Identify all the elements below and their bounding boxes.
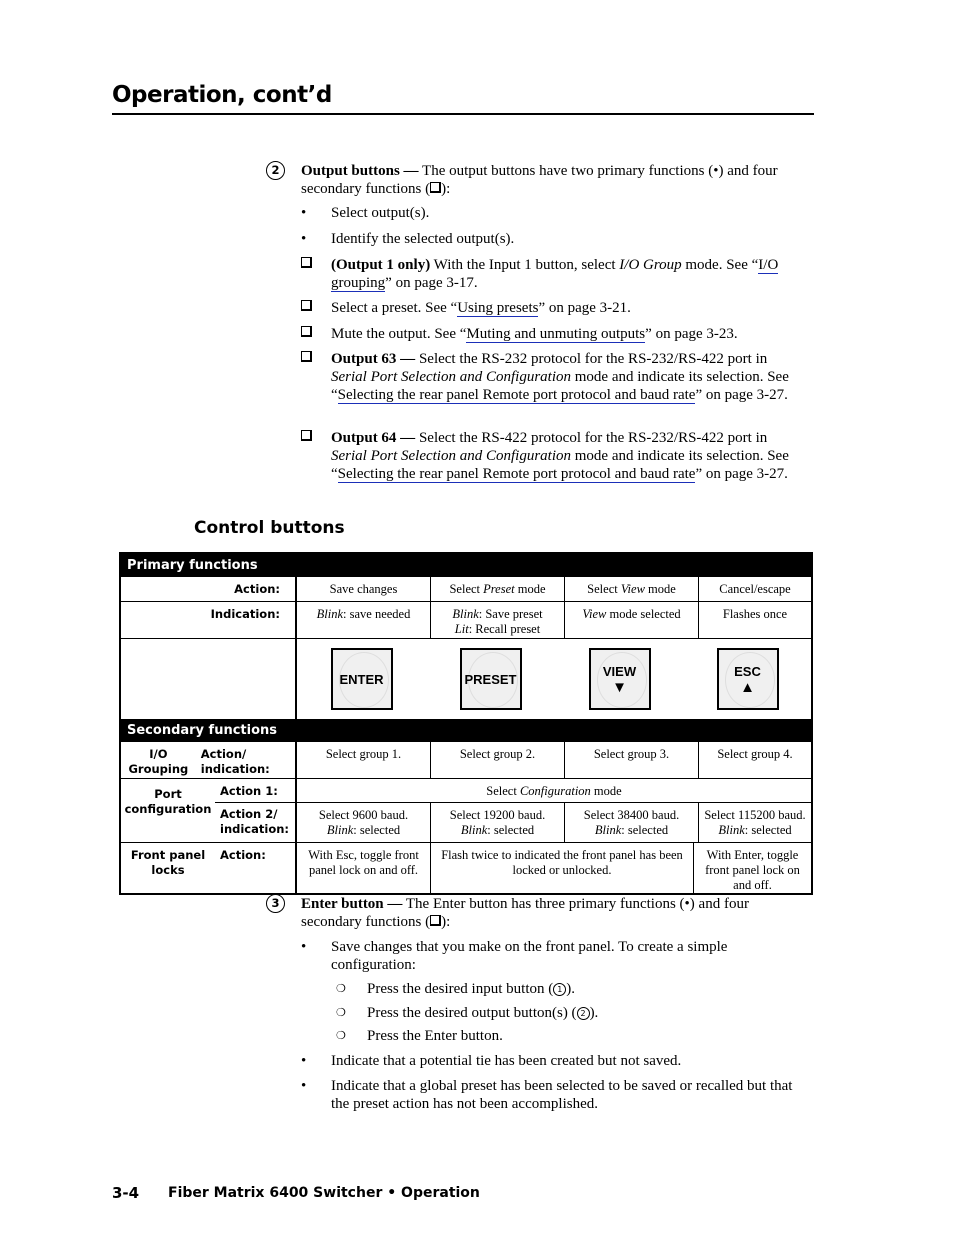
bullet-icon: • — [301, 1053, 307, 1069]
primary-functions-band: Primary functions — [121, 554, 811, 577]
table-cell: Blink: Save preset Lit: Recall preset — [430, 602, 564, 638]
page-title: Operation, cont’d — [112, 82, 332, 108]
list-item: Output 64 — Select the RS-422 protocol for the RS-232/RS-422 port in Serial Port Selection and Configuration mode and indicate its selection. See “Selecting the rear panel Remote port protocol and baud rate” on page 3-27. — [301, 429, 811, 483]
table-cell: Select group 4. — [698, 742, 811, 778]
bullet-icon: • — [301, 205, 307, 221]
table-cell: Save changes — [329, 582, 398, 596]
secondary-box-icon — [430, 915, 441, 926]
list-item: • Identify the selected output(s). — [301, 231, 515, 247]
down-arrow-icon: ▼ — [612, 678, 627, 696]
up-arrow-icon: ▲ — [740, 678, 755, 696]
enter-button[interactable]: ENTER — [331, 648, 393, 710]
table-cell: Select Configuration mode — [486, 784, 622, 798]
callout-1-icon: 1 — [553, 983, 566, 996]
table-cell: Cancel/escape — [698, 577, 811, 601]
bullet-icon: • — [301, 939, 307, 955]
preset-button[interactable]: PRESET — [460, 648, 522, 710]
table-cell: Select 9600 baud. Blink: selected — [318, 808, 409, 837]
list-item: ❍ Press the desired output button(s) ( 2 ). — [336, 1005, 599, 1021]
row-label: Indication: — [210, 607, 280, 621]
list-item: Select a preset. See “Using presets” on page 3-21. — [301, 299, 811, 317]
callout-number-3: 3 — [266, 894, 285, 913]
view-button[interactable]: VIEW ▼ — [589, 648, 651, 710]
table-cell: Select group 1. — [325, 747, 402, 761]
row-label: Action: — [234, 582, 280, 596]
list-item: • Select output(s). — [301, 205, 430, 221]
checkbox-bullet-icon — [301, 325, 321, 343]
list-item: ❍ Press the desired input button ( 1 ). — [336, 981, 575, 997]
link-muting-outputs[interactable]: Muting and unmuting outputs — [466, 326, 646, 342]
table-cell: Flash twice to indicated the front panel has been locked or unlocked. — [430, 843, 693, 893]
section-heading: Control buttons — [194, 518, 345, 538]
link-remote-port-protocol[interactable]: Selecting the rear panel Remote port protocol and baud rate — [337, 466, 696, 482]
table-cell: Select 38400 baud. Blink: selected — [564, 803, 698, 842]
list-item: ❍ Press the Enter button. — [336, 1028, 503, 1044]
table-row-indication — [121, 601, 811, 638]
list-item: Output 63 — Select the RS-232 protocol for the RS-232/RS-422 port in Serial Port Selection and Configuration mode and indicate its selection. See “Selecting the rear panel Remote port protocol and baud rate” on page 3-27. — [301, 350, 811, 404]
list-item: • Indicate that a potential tie has been created but not saved. — [301, 1053, 682, 1069]
secondary-functions-band: Secondary functions — [121, 719, 811, 742]
link-io-grouping[interactable]: I/O grouping — [331, 257, 779, 291]
table-row-io-grouping: I/O Grouping Action/ indication: Select group 1. Select group 2. Select group 3. Select group 4. — [121, 742, 811, 778]
table-cell: Select 19200 baud. Blink: selected — [430, 803, 564, 842]
checkbox-bullet-icon — [301, 299, 321, 317]
list-item: • Save changes that you make on the front panel. To create a simple configuration: — [301, 939, 728, 973]
table-row-front-panel-locks: Front panel locks Action: With Esc, toggle front panel lock on and off. Flash twice to indicated the front panel has been locked or unlocked. With Enter, toggle front panel lock on and off. — [121, 842, 811, 893]
table-cell: Select View mode — [564, 577, 698, 601]
table-row-port-config: Port configuration Action 1: Action 2/ indication: Select Configuration mode Select 9600 baud. Blink: selected Select 19200 baud. Blink: selected Select 38400 baud. Blink: selected Select 115200 baud. Blink: selected — [121, 778, 811, 842]
link-remote-port-protocol[interactable]: Selecting the rear panel Remote port protocol and baud rate — [337, 387, 696, 403]
link-using-presets[interactable]: Using presets — [457, 300, 539, 316]
checkbox-bullet-icon — [301, 429, 321, 447]
page-number: 3-4 — [112, 1184, 140, 1202]
callout-number-2: 2 — [266, 161, 285, 180]
section3-intro: Enter button — The Enter button has three primary functions (•) and four secondary functions ( ): — [301, 896, 749, 930]
circle-bullet-icon: ❍ — [336, 1030, 346, 1042]
callout-2-icon: 2 — [577, 1007, 590, 1020]
table-row-action — [121, 577, 811, 601]
table-cell: View mode selected — [564, 602, 698, 638]
secondary-box-icon — [430, 182, 441, 193]
title-rule — [112, 113, 814, 115]
table-cell: Flashes once — [698, 602, 811, 638]
table-cell: Select 115200 baud. Blink: selected — [698, 803, 811, 842]
table-cell: With Esc, toggle front panel lock on and off. — [308, 848, 419, 877]
checkbox-bullet-icon — [301, 256, 321, 274]
bullet-icon: • — [301, 1078, 307, 1094]
footer-title: Fiber Matrix 6400 Switcher • Operation — [168, 1185, 480, 1201]
checkbox-bullet-icon — [301, 350, 321, 368]
circle-bullet-icon: ❍ — [336, 1007, 346, 1019]
list-item: (Output 1 only) With the Input 1 button, select I/O Group mode. See “I/O grouping” on page 3-17. — [301, 256, 811, 292]
table-cell: With Enter, toggle front panel lock on and off. — [693, 843, 811, 893]
control-buttons-table — [119, 552, 813, 895]
table-row-buttons — [121, 638, 811, 719]
section2-intro: Output buttons — The output buttons have two primary functions (•) and four secondary functions ( ): — [301, 163, 778, 197]
list-item: • Indicate that a global preset has been selected to be saved or recalled but that the preset action has not been accomplished. — [301, 1078, 793, 1112]
table-cell: Select group 3. — [564, 742, 698, 778]
esc-button[interactable]: ESC ▲ — [717, 648, 779, 710]
list-item: Mute the output. See “Muting and unmuting outputs” on page 3-23. — [301, 325, 811, 343]
section2-intro-bold: Output buttons — — [301, 163, 419, 179]
table-cell: Blink: save needed — [316, 607, 411, 621]
table-cell: Select group 2. — [430, 742, 564, 778]
table-cell: Select Preset mode — [430, 577, 564, 601]
bullet-icon: • — [301, 231, 307, 247]
circle-bullet-icon: ❍ — [336, 983, 346, 995]
